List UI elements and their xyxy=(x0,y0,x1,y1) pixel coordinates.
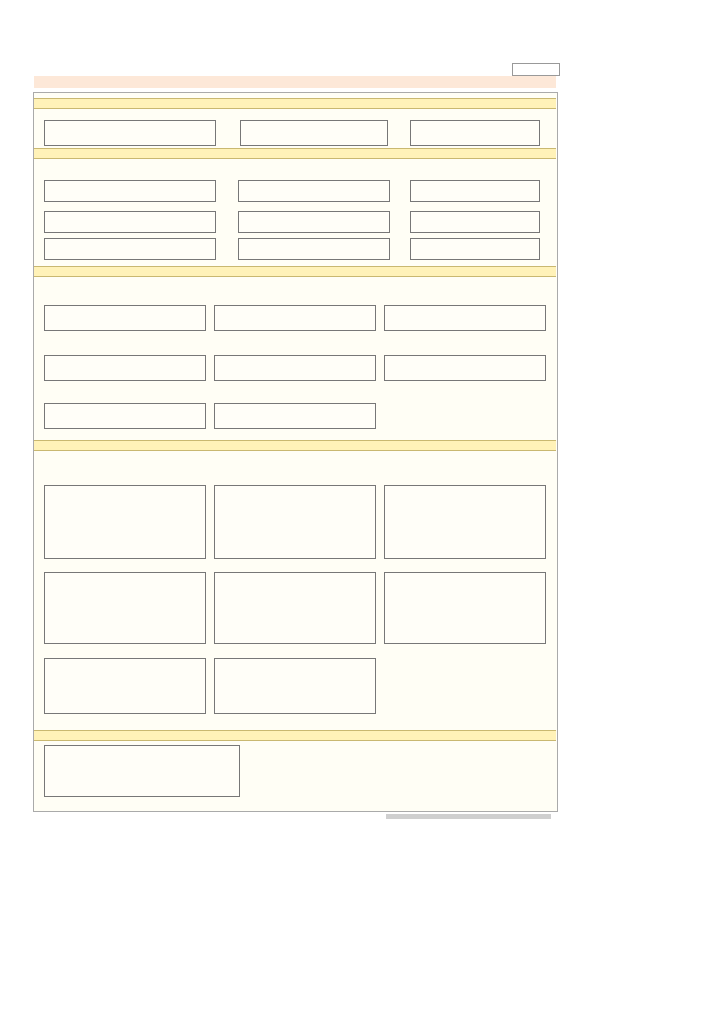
field-box xyxy=(240,120,388,146)
checkbox-area xyxy=(214,355,376,381)
detail-box xyxy=(44,658,206,714)
detail-box xyxy=(384,572,546,644)
detail-box xyxy=(384,485,546,559)
checkbox-area xyxy=(44,403,206,429)
checkbox-area xyxy=(44,305,206,331)
field-box xyxy=(410,180,540,202)
detail-box xyxy=(214,572,376,644)
field-box xyxy=(410,120,540,146)
section-header-6 xyxy=(34,730,556,741)
field-box xyxy=(44,238,216,260)
bottom-note xyxy=(386,814,551,819)
checkbox-area xyxy=(384,305,546,331)
section-header-2 xyxy=(34,148,556,159)
field-box xyxy=(238,211,390,233)
section-header-3 xyxy=(34,266,556,277)
plan-box xyxy=(44,745,240,797)
section-header-1 xyxy=(34,98,556,109)
section-header-4 xyxy=(34,440,556,451)
checkbox-area xyxy=(44,355,206,381)
checkbox-area xyxy=(214,305,376,331)
title-band xyxy=(34,76,556,88)
field-box xyxy=(44,180,216,202)
field-box xyxy=(44,211,216,233)
detail-box xyxy=(214,485,376,559)
field-box xyxy=(238,180,390,202)
detail-box xyxy=(44,572,206,644)
field-box xyxy=(410,211,540,233)
checkbox-area xyxy=(214,403,376,429)
form-number-tag xyxy=(512,63,560,76)
field-box xyxy=(410,238,540,260)
field-box xyxy=(44,120,216,146)
detail-box xyxy=(44,485,206,559)
checkbox-area xyxy=(384,355,546,381)
field-box xyxy=(238,238,390,260)
detail-box xyxy=(214,658,376,714)
